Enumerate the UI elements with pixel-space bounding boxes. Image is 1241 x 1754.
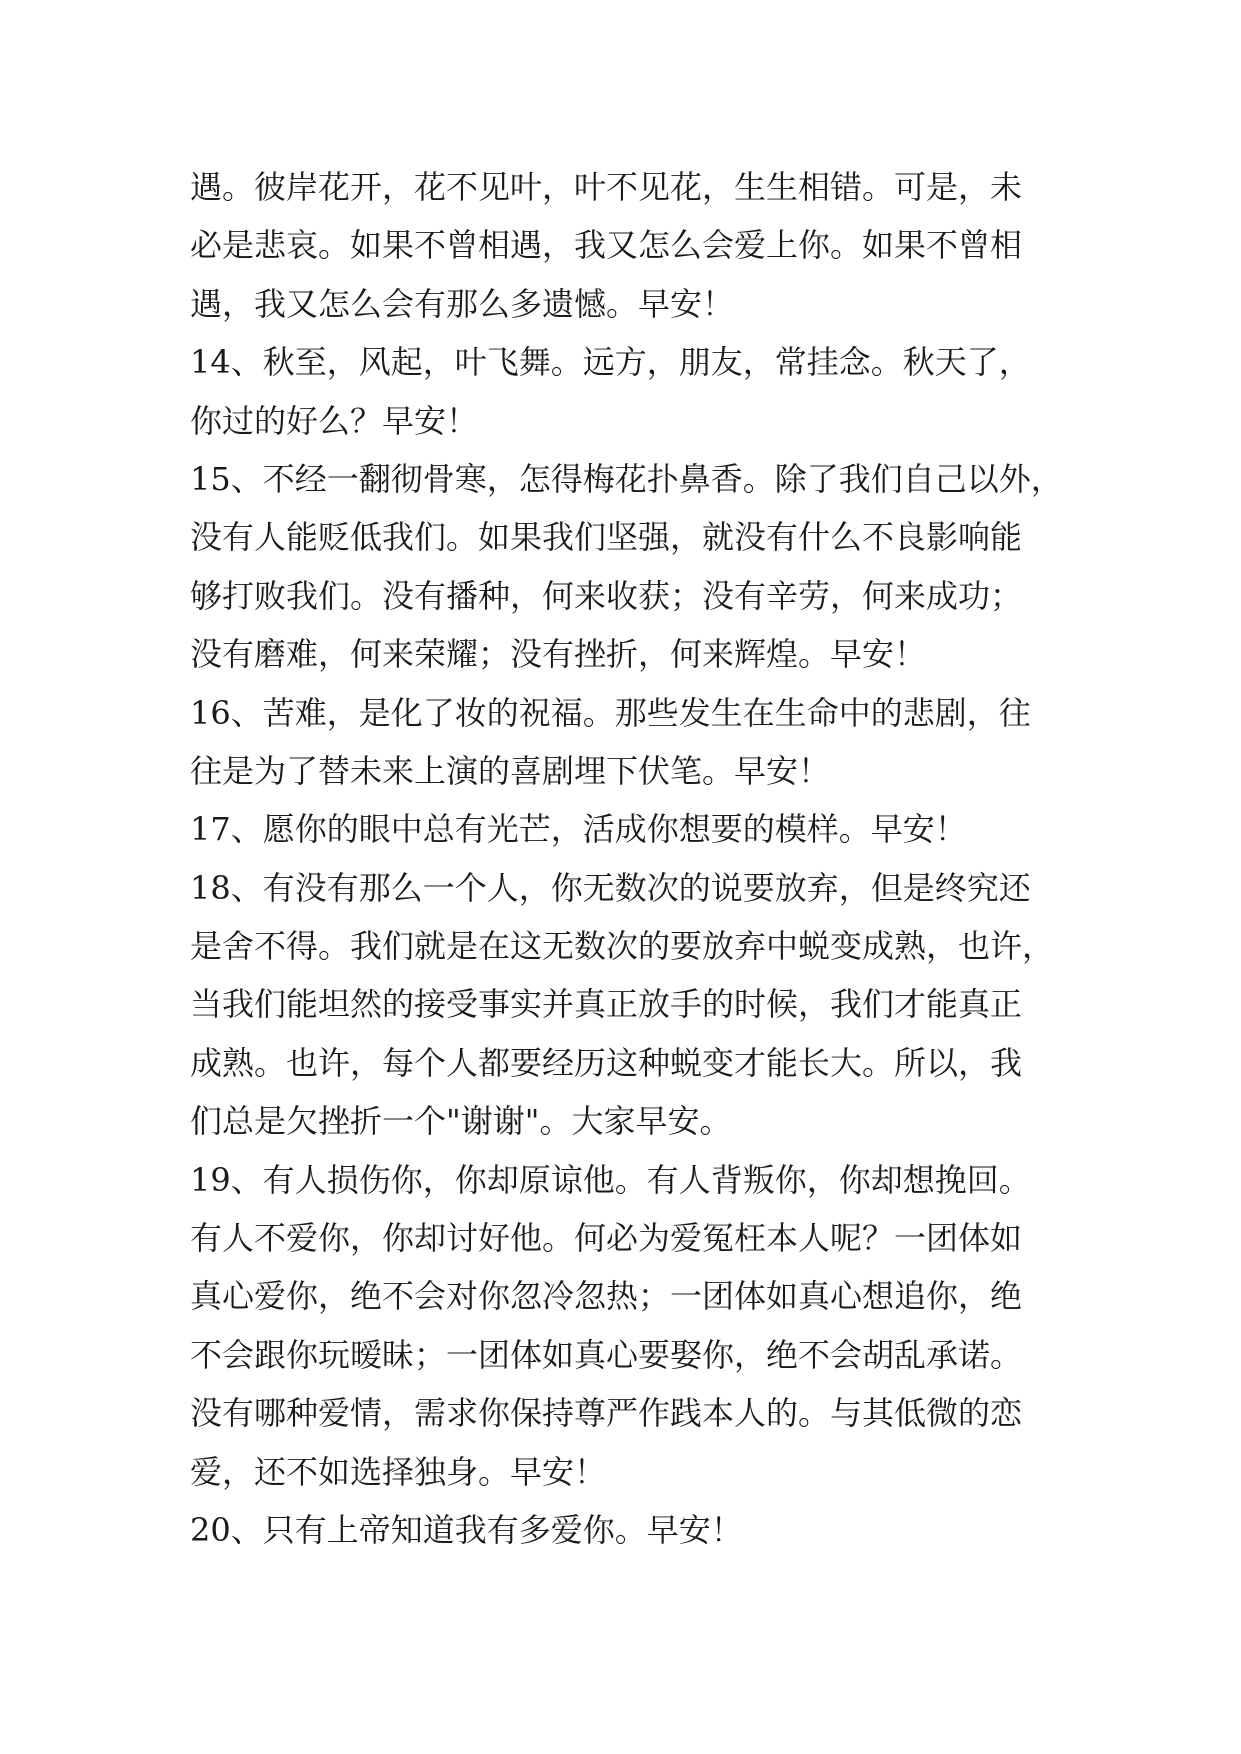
text-line: 们总是欠挫折一个"谢谢"。大家早安。 xyxy=(190,1102,732,1141)
text-line: 是舍不得。我们就是在这无数次的要放弃中蜕变成熟，也许， xyxy=(190,927,1055,966)
document-text-body xyxy=(190,158,1070,1559)
text-line: 17、愿你的眼中总有光芒，活成你想要的模样。早安！ xyxy=(190,810,967,849)
text-line: 14、秋至，风起，叶飞舞。远方，朋友，常挂念。秋天了， xyxy=(190,343,1031,382)
text-line: 你过的好么？早安！ xyxy=(190,401,479,440)
text-line: 往是为了替未来上演的喜剧埋下伏笔。早安！ xyxy=(190,751,831,790)
text-line: 没有哪种爱情，需求你保持尊严作践本人的。与其低微的恋 xyxy=(190,1394,1023,1433)
text-line: 19、有人损伤你，你却原谅他。有人背叛你，你却想挽回。 xyxy=(190,1160,1031,1199)
text-line: 没有磨难，何来荣耀；没有挫折，何来辉煌。早安！ xyxy=(190,635,927,674)
text-line: 有人不爱你，你却讨好他。何必为爱冤枉本人呢？一团体如 xyxy=(190,1219,1023,1258)
text-line: 够打败我们。没有播种，何来收获；没有辛劳，何来成功； xyxy=(190,576,1023,615)
text-line: 没有人能贬低我们。如果我们坚强，就没有什么不良影响能 xyxy=(190,518,1023,557)
text-line: 当我们能坦然的接受事实并真正放手的时候，我们才能真正 xyxy=(190,985,1023,1024)
text-line: 遇，我又怎么会有那么多遗憾。早安！ xyxy=(190,284,735,323)
text-line: 成熟。也许，每个人都要经历这种蜕变才能长大。所以，我 xyxy=(190,1043,1023,1082)
text-line: 16、苦难，是化了妆的祝福。那些发生在生命中的悲剧，往 xyxy=(190,693,1031,732)
text-line: 15、不经一翻彻骨寒，怎得梅花扑鼻香。除了我们自己以外， xyxy=(190,459,1063,498)
text-line: 遇。彼岸花开，花不见叶，叶不见花，生生相错。可是，未 xyxy=(190,168,1023,206)
text-line: 爱，还不如选择独身。早安！ xyxy=(190,1452,607,1491)
text-line: 必是悲哀。如果不曾相遇，我又怎么会爱上你。如果不曾相 xyxy=(190,226,1023,265)
text-line: 真心爱你，绝不会对你忽冷忽热；一团体如真心想追你，绝 xyxy=(190,1277,1023,1316)
text-line: 18、有没有那么一个人，你无数次的说要放弃，但是终究还 xyxy=(190,868,1031,907)
text-line: 20、只有上帝知道我有多爱你。早安！ xyxy=(190,1510,743,1549)
text-line: 不会跟你玩暧昧；一团体如真心要娶你，绝不会胡乱承诺。 xyxy=(190,1335,1023,1374)
